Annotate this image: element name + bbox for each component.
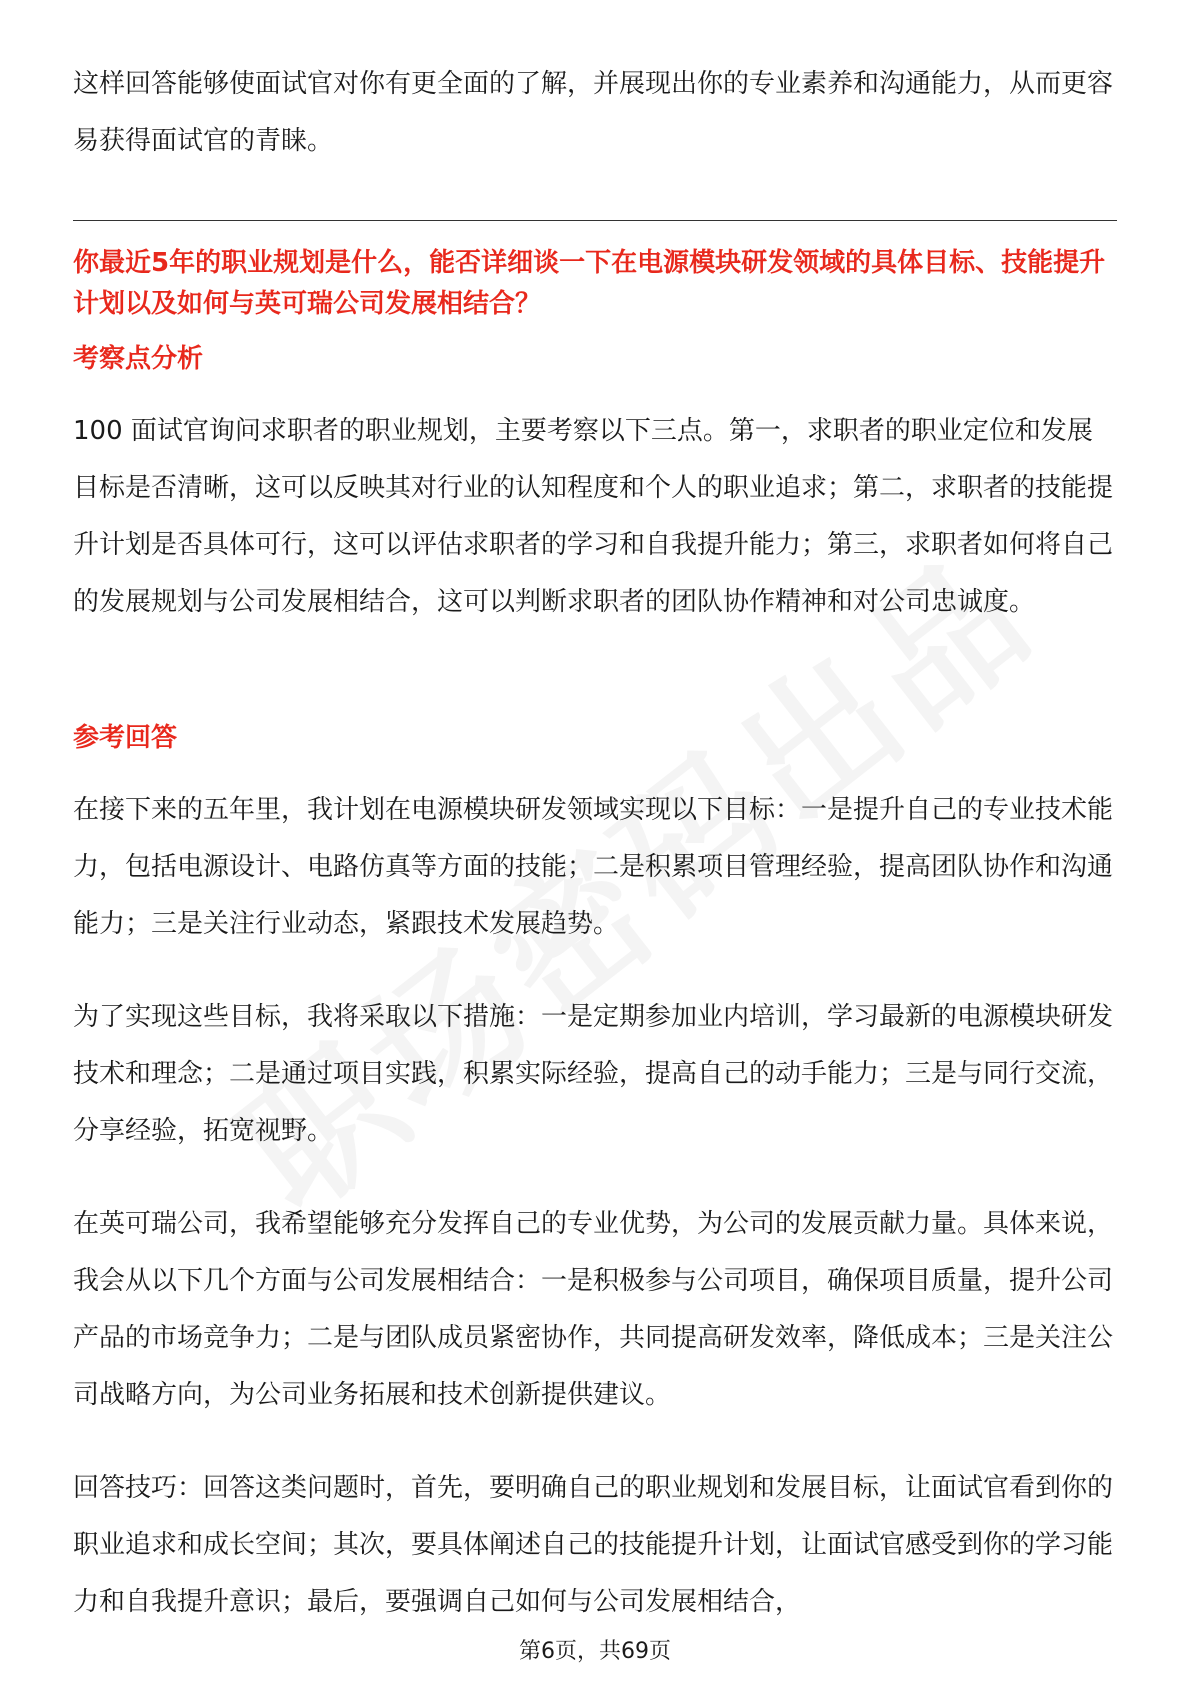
answer-heading: 参考回答 [73,723,178,753]
answer-paragraph-company: 在英可瑞公司，我希望能够充分发挥自己的专业优势，为公司的发展贡献力量。具体来说，我会从以下几个方面与公司发展相结合：一是积极参与公司项目，确保项目质量，提升公司产品的市场竞争力；二是与团队成员紧密协作，共同提高研发效率，降低成本；三是关注公司战略方向，为公司业务拓展和技术创新提供建议。 [73,1209,1114,1410]
interview-question: 你最近5年的职业规划是什么，能否详细谈一下在电源模块研发领域的具体目标、技能提升计划以及如何与英可瑞公司发展相结合？ [73,248,1106,319]
page-number: 第6页，共69页 [519,1639,671,1664]
answer-paragraph-goals: 在接下来的五年里，我计划在电源模块研发领域实现以下目标：一是提升自己的专业技术能力，包括电源设计、电路仿真等方面的技能；二是积累项目管理经验，提高团队协作和沟通能力；三是关注行业动态，紧跟技术发展趋势。 [73,795,1114,939]
section-divider [73,220,1117,221]
intro-paragraph: 这样回答能够使面试官对你有更全面的了解，并展现出你的专业素养和沟通能力，从而更容易获得面试官的青睐。 [73,69,1114,156]
answer-paragraph-measures: 为了实现这些目标，我将采取以下措施：一是定期参加业内培训，学习最新的电源模块研发技术和理念；二是通过项目实践，积累实际经验，提高自己的动手能力；三是与同行交流，分享经验，拓宽视野。 [73,1002,1114,1146]
analysis-paragraph: 100 面试官询问求职者的职业规划，主要考察以下三点。第一，求职者的职业定位和发展目标是否清晰，这可以反映其对行业的认知程度和个人的职业追求；第二，求职者的技能提升计划是否具体可行，这可以评估求职者的学习和自我提升能力；第三，求职者如何将自己的发展规划与公司发展相结合，这可以判断求职者的团队协作精神和对公司忠诚度。 [73,416,1114,617]
answer-paragraph-tips: 回答技巧：回答这类问题时，首先，要明确自己的职业规划和发展目标，让面试官看到你的职业追求和成长空间；其次，要具体阐述自己的技能提升计划，让面试官感受到你的学习能力和自我提升意识；最后，要强调自己如何与公司发展相结合， [73,1473,1114,1617]
analysis-heading: 考察点分析 [73,344,204,374]
